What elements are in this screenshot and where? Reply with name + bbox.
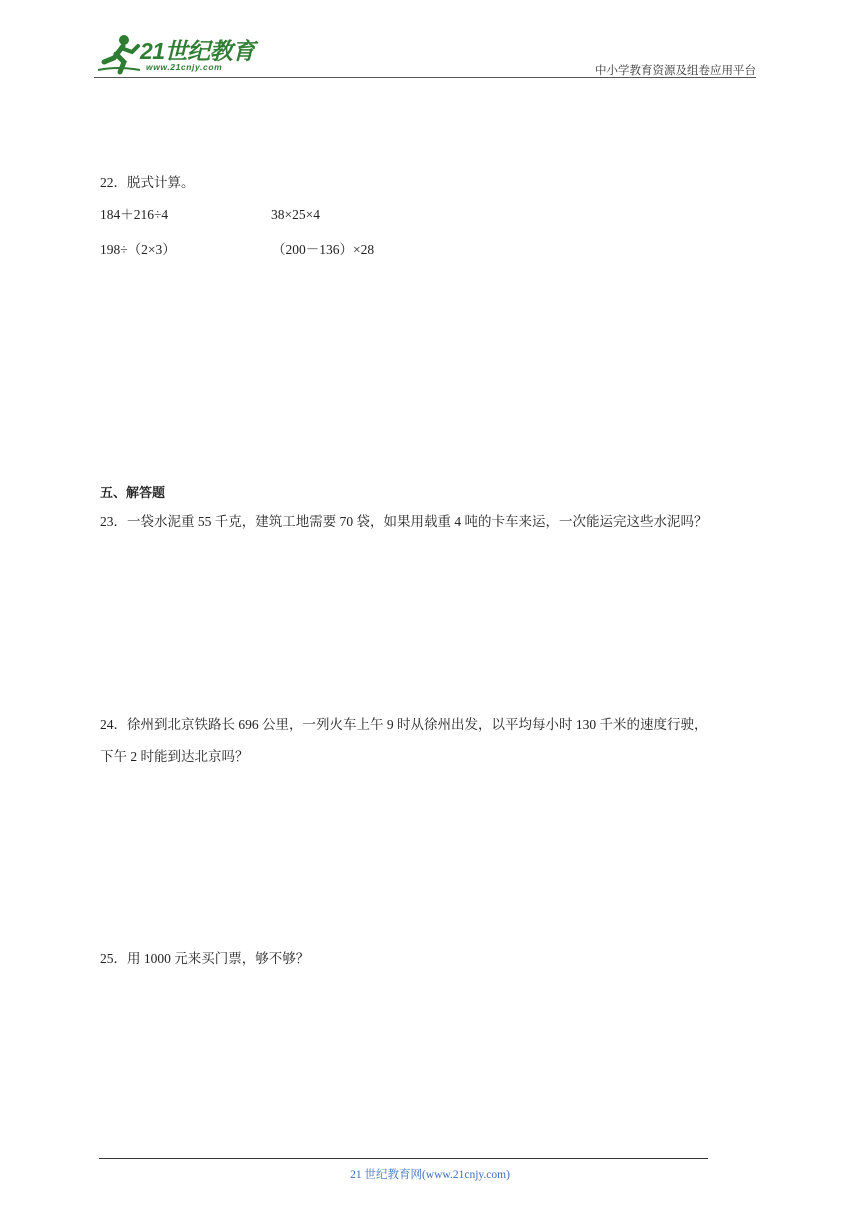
q22-expression-2: 38×25×4 [271, 207, 320, 222]
footer-divider [99, 1158, 708, 1159]
question-24-line-1: 24．徐州到北京铁路长 696 公里，一列火车上午 9 时从徐州出发，以平均每小时 130 千米的速度行驶， [100, 717, 708, 732]
page-header [0, 0, 860, 80]
footer-link[interactable]: 21 世纪教育网(www.21cnjy.com) [350, 1169, 510, 1181]
runner-icon [94, 32, 142, 76]
logo-brand-text: 21世纪教育 [140, 38, 255, 64]
question-23: 23．一袋水泥重 55 千克，建筑工地需要 70 袋，如果用载重 4 吨的卡车来运，一次能运完这些水泥吗？ [100, 514, 708, 529]
q22-expression-3: 198÷（2×3） [100, 242, 176, 257]
header-divider [94, 77, 756, 78]
logo-url-text: www.21cnjy.com [146, 62, 223, 72]
question-22-title: 22．脱式计算。 [100, 175, 195, 190]
q22-expression-4: （200－136）×28 [272, 242, 375, 257]
platform-name: 中小学教育资源及组卷应用平台 [595, 65, 756, 77]
question-24-line-2: 下午 2 时能到达北京吗？ [100, 749, 249, 764]
q22-expression-1: 184＋216÷4 [100, 207, 169, 222]
section-5-heading: 五、解答题 [100, 485, 166, 500]
site-logo [94, 32, 264, 76]
question-25: 25．用 1000 元来买门票，够不够？ [100, 951, 310, 966]
